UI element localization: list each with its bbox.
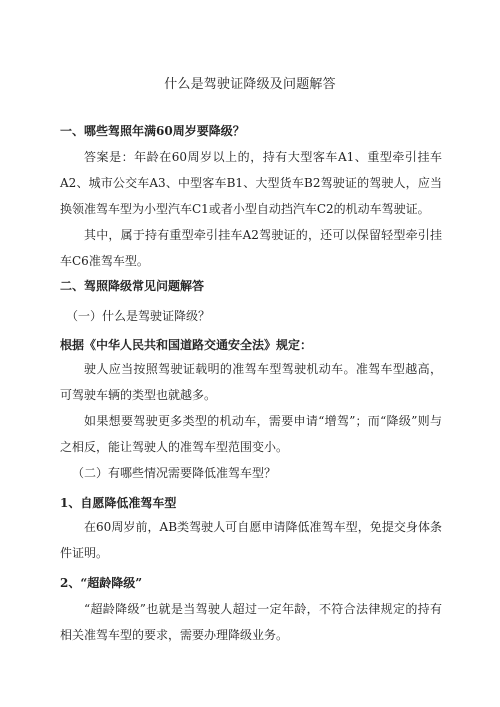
item2-heading: 2、“超龄降级”	[60, 576, 143, 590]
item1-heading: 1、自愿降低准驾车型	[60, 496, 177, 510]
section1-answer: 答案是：年龄在60周岁以上的，持有大型客车A1、重型牵引挂车A2、城市公交车A3、中型客车B1、大型货车B2驾驶证的驾驶人，应当换领准驾车型为小型汽车C1或者小型自动挡汽车C2的机动车驾驶证。	[60, 150, 442, 216]
sub1-heading: （一）什么是驾驶证降级？	[66, 309, 211, 323]
sub1-para1: 驶人应当按照驾驶证载明的准驾车型驾驶机动车。准驾车型越高，可驾驶车辆的类型也就越多。	[60, 362, 442, 402]
document-title: 什么是驾驶证降级及问题解答	[164, 77, 336, 92]
section1-heading: 一、哪些驾照年满60周岁要降级？	[60, 124, 245, 138]
law-reference: 根据《中华人民共和国道路交通安全法》规定：	[60, 338, 313, 352]
sub2-heading: （二）有哪些情况需要降低准驾车型？	[72, 466, 277, 480]
item1-text: 在60周岁前，AB类驾驶人可自愿申请降低准驾车型，免提交身体条件证明。	[60, 520, 442, 560]
section2-heading: 二、驾照降级常见问题解答	[60, 279, 205, 293]
section1-note: 其中，属于持有重型牵引挂车A2驾驶证的，还可以保留轻型牵引挂车C6准驾车型。	[60, 228, 442, 268]
sub1-para2: 如果想要驾驶更多类型的机动车，需要申请“增驾”；而“降级”则与之相反，能让驾驶人的准驾车型范围变小。	[60, 414, 442, 454]
item2-text: “超龄降级”也就是当驾驶人超过一定年龄，不符合法律规定的持有相关准驾车型的要求，需要办理降级业务。	[60, 602, 442, 642]
